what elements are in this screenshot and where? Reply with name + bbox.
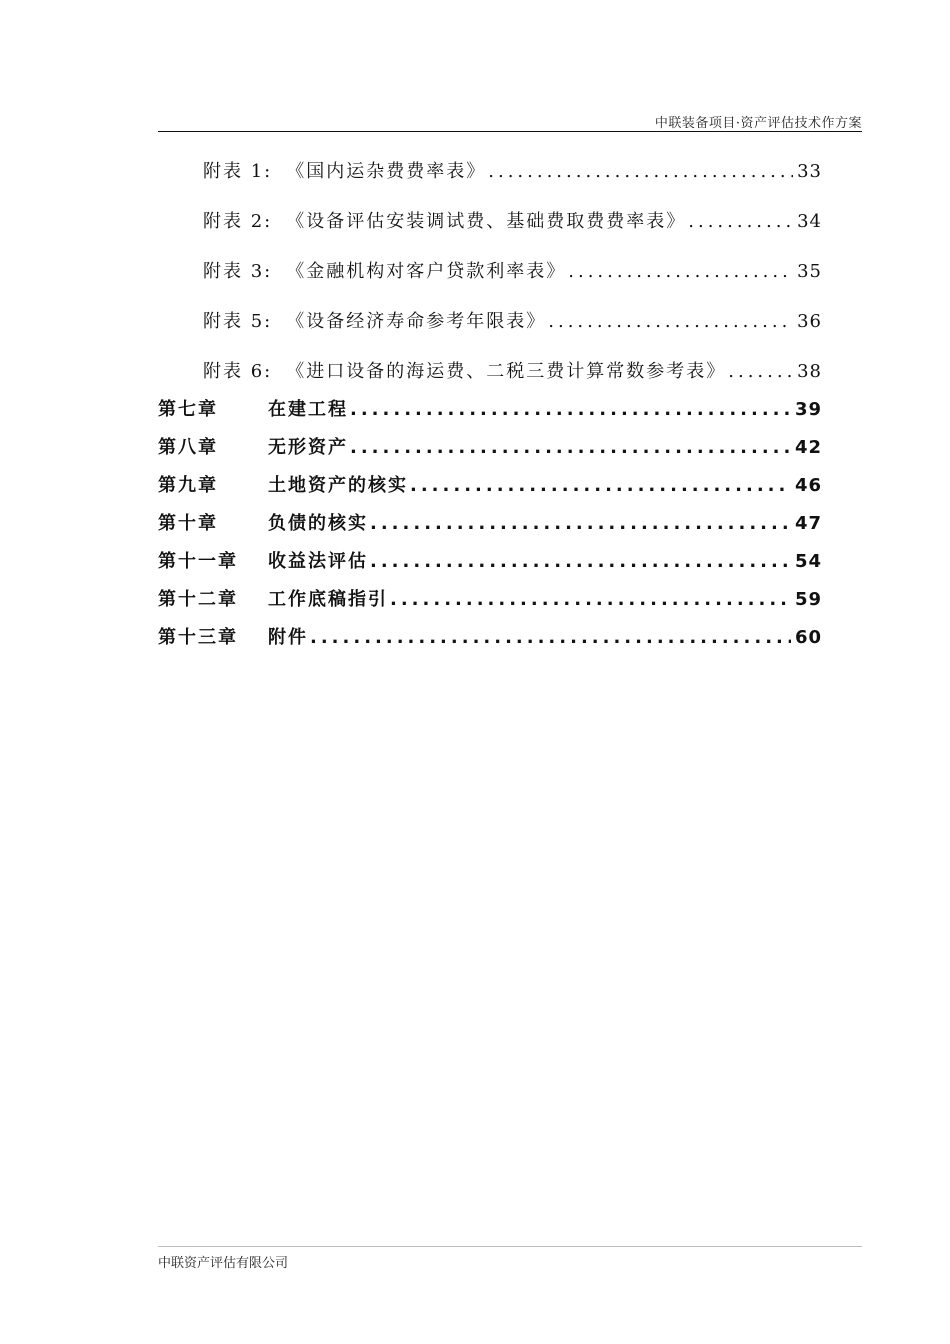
dot-leader — [370, 551, 791, 572]
toc-entry-page: 38 — [797, 361, 822, 382]
dot-leader — [350, 399, 791, 420]
toc-entry-page: 36 — [797, 311, 822, 332]
toc-chapter-label: 第七章 — [158, 399, 218, 420]
toc-entry-page: 34 — [797, 211, 822, 232]
toc-appendix-entry[interactable] — [158, 207, 822, 233]
toc-entry-label: 附表 1: — [203, 161, 273, 182]
header-divider — [158, 131, 862, 132]
toc-chapter-entry[interactable] — [158, 585, 822, 611]
toc-appendix-entry[interactable] — [158, 307, 822, 333]
toc-entry-title: 《金融机构对客户贷款利率表》 — [286, 261, 567, 282]
toc-chapter-label: 第十章 — [158, 513, 218, 534]
toc-chapter-entry[interactable] — [158, 623, 822, 649]
dot-leader — [310, 627, 791, 648]
toc-entry-label: 附表 5: — [203, 311, 273, 332]
toc-chapter-page: 47 — [794, 513, 822, 534]
toc-chapter-title: 土地资产的核实 — [268, 475, 408, 496]
dot-leader — [728, 361, 793, 382]
toc-appendix-entry[interactable] — [158, 157, 822, 183]
dot-leader — [410, 475, 791, 496]
toc-entry-label: 附表 2: — [203, 211, 273, 232]
toc-chapter-title: 在建工程 — [268, 399, 348, 420]
dot-leader — [370, 513, 791, 534]
dot-leader — [488, 161, 793, 182]
toc-chapter-label: 第八章 — [158, 437, 218, 458]
toc-chapter-page: 54 — [794, 551, 822, 572]
toc-chapter-label: 第十二章 — [158, 589, 238, 610]
toc-chapter-entry[interactable] — [158, 471, 822, 497]
toc-chapter-label: 第十一章 — [158, 551, 238, 572]
dot-leader — [390, 589, 791, 610]
toc-entry-title: 《设备经济寿命参考年限表》 — [286, 311, 547, 332]
toc-chapter-page: 42 — [794, 437, 822, 458]
toc-chapter-entry[interactable] — [158, 509, 822, 535]
footer-divider — [158, 1246, 862, 1247]
toc-appendix-entry[interactable] — [158, 357, 822, 383]
toc-chapter-title: 无形资产 — [268, 437, 348, 458]
dot-leader — [350, 437, 791, 458]
toc-chapter-label: 第十三章 — [158, 627, 238, 648]
toc-chapter-entry[interactable] — [158, 395, 822, 421]
toc-chapter-entry[interactable] — [158, 433, 822, 459]
toc-chapter-entry[interactable] — [158, 547, 822, 573]
toc-chapter-label: 第九章 — [158, 475, 218, 496]
toc-appendix-entry[interactable] — [158, 257, 822, 283]
dot-leader — [548, 311, 793, 332]
toc-entry-title: 《进口设备的海运费、二税三费计算常数参考表》 — [286, 361, 727, 382]
header-title: 中联装备项目·资产评估技术作方案 — [654, 116, 862, 131]
toc-entry-page: 33 — [797, 161, 822, 182]
toc-entry-title: 《国内运杂费费率表》 — [286, 161, 487, 182]
toc-chapter-page: 46 — [794, 475, 822, 496]
toc-chapter-title: 工作底稿指引 — [268, 589, 388, 610]
toc-chapter-title: 收益法评估 — [268, 551, 368, 572]
toc-entry-label: 附表 6: — [203, 361, 273, 382]
toc-entry-title: 《设备评估安装调试费、基础费取费费率表》 — [286, 211, 687, 232]
dot-leader — [688, 211, 793, 232]
toc-chapter-page: 39 — [794, 399, 822, 420]
toc-chapter-page: 60 — [794, 627, 822, 648]
toc-chapter-page: 59 — [794, 589, 822, 610]
toc-entry-label: 附表 3: — [203, 261, 273, 282]
toc-entry-page: 35 — [797, 261, 822, 282]
toc-chapter-title: 负债的核实 — [268, 513, 368, 534]
toc-chapter-title: 附件 — [268, 627, 308, 648]
dot-leader — [568, 261, 793, 282]
footer-company: 中联资产评估有限公司 — [158, 1256, 289, 1271]
